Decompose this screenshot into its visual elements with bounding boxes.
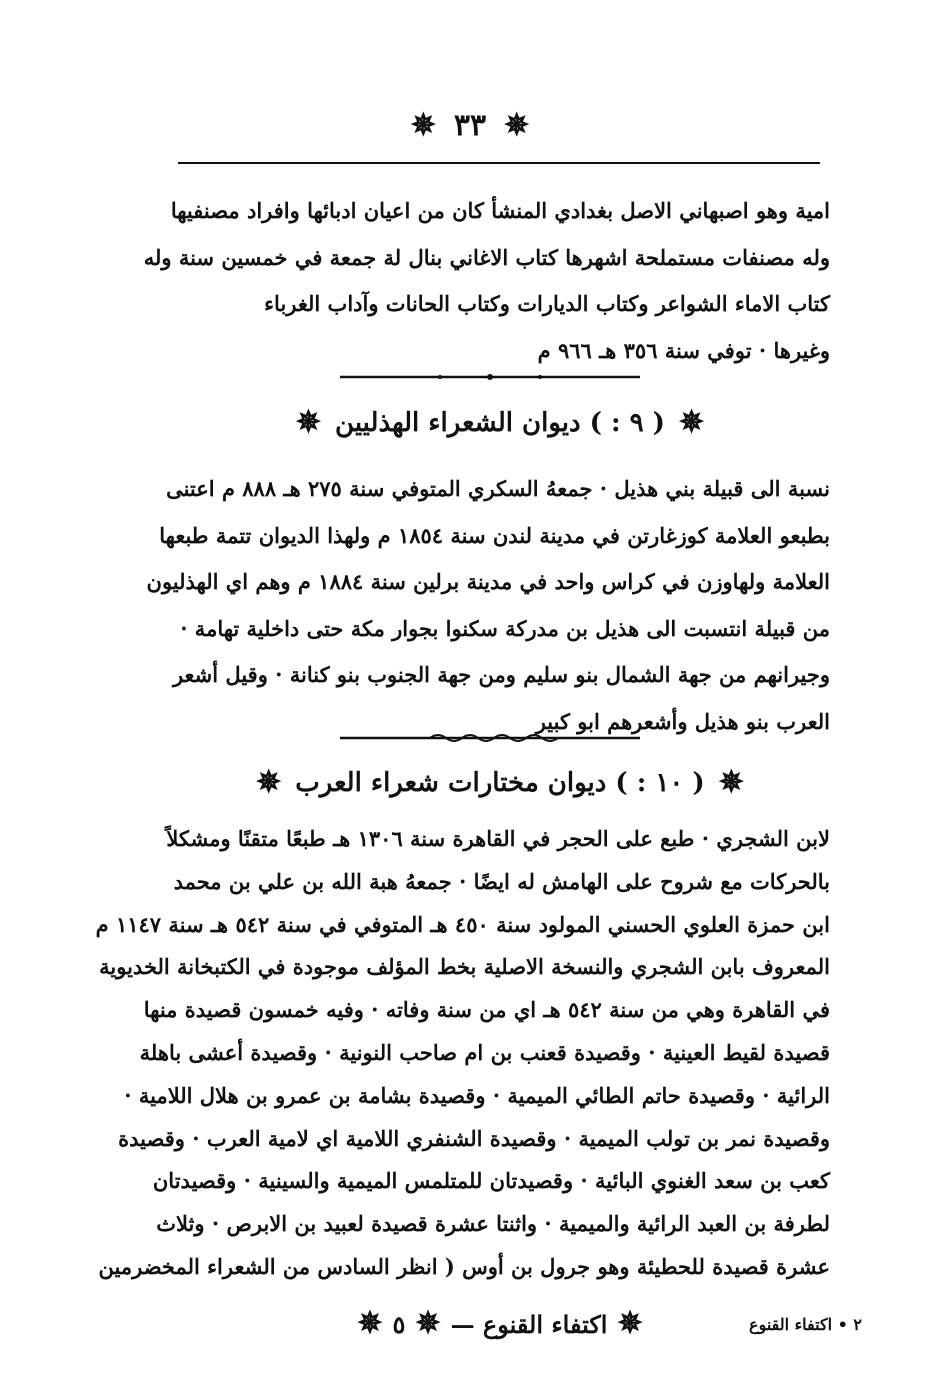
footer-number: ٥ xyxy=(392,1309,406,1339)
text-line: لطرفة بن العبد الرائية والميمية · واثنتا عشرة قصيدة لعبيد بن الابرص · وثلاث xyxy=(156,1211,830,1237)
ornament-icon: ✵ xyxy=(295,405,322,440)
page-footer xyxy=(0,1306,940,1355)
ornament-icon: ✵ xyxy=(256,765,282,800)
header-rule xyxy=(178,162,820,164)
section-9-heading xyxy=(170,405,830,440)
text-line: بالحركات مع شروح على الهامش له ايضًا · جمعهُ هبة الله بن علي بن محمد xyxy=(173,868,830,894)
text-line: وغيرها · توفي سنة ٣٥٦ هـ ٩٦٦ م xyxy=(537,337,830,363)
text-line: قصيدة لقيط العينية · وقصيدة قعنب بن ام صاحب النونية · وقصيدة أعشى باهلة xyxy=(139,1039,830,1065)
section-title: ( ٩ : ) ديوان الشعراء الهذليين xyxy=(335,408,665,438)
section-10-heading xyxy=(170,765,830,800)
text-line: كعب بن سعد الغنوي البائية · وقصيدتان للمتلمس الميمية والسينية · وقصيدتان xyxy=(152,1168,830,1194)
signature-mark: ٢ • اكتفاء القنوع xyxy=(749,1315,862,1334)
text-line: لابن الشجري · طبع على الحجر في القاهرة سنة ١٣٠٦ هـ طبعًا متقنًا ومشكلاً xyxy=(166,826,830,851)
text-line: وجيرانهم من جهة الشمال بنو سليم ومن جهة الجنوب بنو كنانة · وقيل أشعر xyxy=(172,662,830,687)
ornament-icon: ✵ xyxy=(678,405,705,440)
ornament-icon: ✵ xyxy=(718,765,744,800)
intro-paragraph xyxy=(143,188,830,374)
text-line: المعروف بابن الشجري والنسخة الاصلية بخط المؤلف موجودة في الكتبخانة الخديوية xyxy=(99,954,830,980)
text-line: امية وهو اصبهاني الاصل بغدادي المنشأ كان من اعيان ادبائها وافراد مصنفيها xyxy=(170,198,830,223)
running-title-text: اكتفاء القنوع — xyxy=(450,1309,608,1339)
text-line: في القاهرة وهي من سنة ٥٤٢ هـ اي من سنة وفاته · وفيه خمسون قصيدة منها xyxy=(143,997,830,1023)
text-line: العرب بنو هذيل وأشعرهم ابو كبير xyxy=(535,708,830,734)
ornament-icon: ✵ xyxy=(504,107,530,143)
ornament-icon: ✵ xyxy=(617,1306,643,1341)
page-number: ٣٣ xyxy=(453,108,487,143)
text-line: العلامة ولهاوزن في كراس واحد في مدينة برلين سنة ١٨٨٤ م وهم اي الهذليون xyxy=(146,569,830,594)
page-header xyxy=(0,108,940,143)
text-line: ابن حمزة العلوي الحسني المولود سنة ٤٥٠ هـ المتوفي في سنة ٥٤٢ هـ سنة ١١٤٧ م xyxy=(95,911,830,937)
section-divider xyxy=(330,733,650,743)
text-line: نسبة الى قبيلة بني هذيل · جمعهُ السكري المتوفي سنة ٢٧٥ هـ ٨٨٨ م اعتنى xyxy=(166,476,830,501)
ornament-icon: ✵ xyxy=(357,1306,383,1341)
text-line: بطبعو العلامة كوزغارتن في مدينة لندن سنة ١٨٥٤ م ولهذا الديوان تتمة طبعها xyxy=(159,522,830,548)
text-line: عشرة قصيدة للحطيئة وهو جرول بن أوس ( انظر السادس من الشعراء المخضرمين xyxy=(98,1253,830,1279)
ornament-icon: ✵ xyxy=(415,1306,441,1341)
text-line: من قبيلة انتسبت الى هذيل بن مدركة سكنوا بجوار مكة حتى داخلية تهامة · xyxy=(180,615,830,641)
text-line: الرائية · وقصيدة حاتم الطائي الميمية · وقصيدة بشامة بن عمرو بن هلال اللامية · xyxy=(124,1082,830,1108)
text-line: وله مصنفات مستملحة اشهرها كتاب الاغاني بنال لة جمعة في خمسين سنة وله xyxy=(143,244,830,270)
section-divider xyxy=(330,372,650,382)
text-line: كتاب الاماء الشواعر وكتاب الديارات وكتاب الحانات وآداب الغرباء xyxy=(264,291,830,316)
section-10-paragraph xyxy=(95,818,830,1289)
section-9-paragraph xyxy=(146,466,830,745)
section-title: ( ١٠ : ) ديوان مختارات شعراء العرب xyxy=(295,768,705,798)
text-line: وقصيدة نمر بن تولب الميمية · وقصيدة الشنفري اللامية اي لامية العرب · وقصيدة xyxy=(118,1125,830,1151)
ornament-icon: ✵ xyxy=(410,107,436,143)
running-title xyxy=(350,1306,650,1341)
